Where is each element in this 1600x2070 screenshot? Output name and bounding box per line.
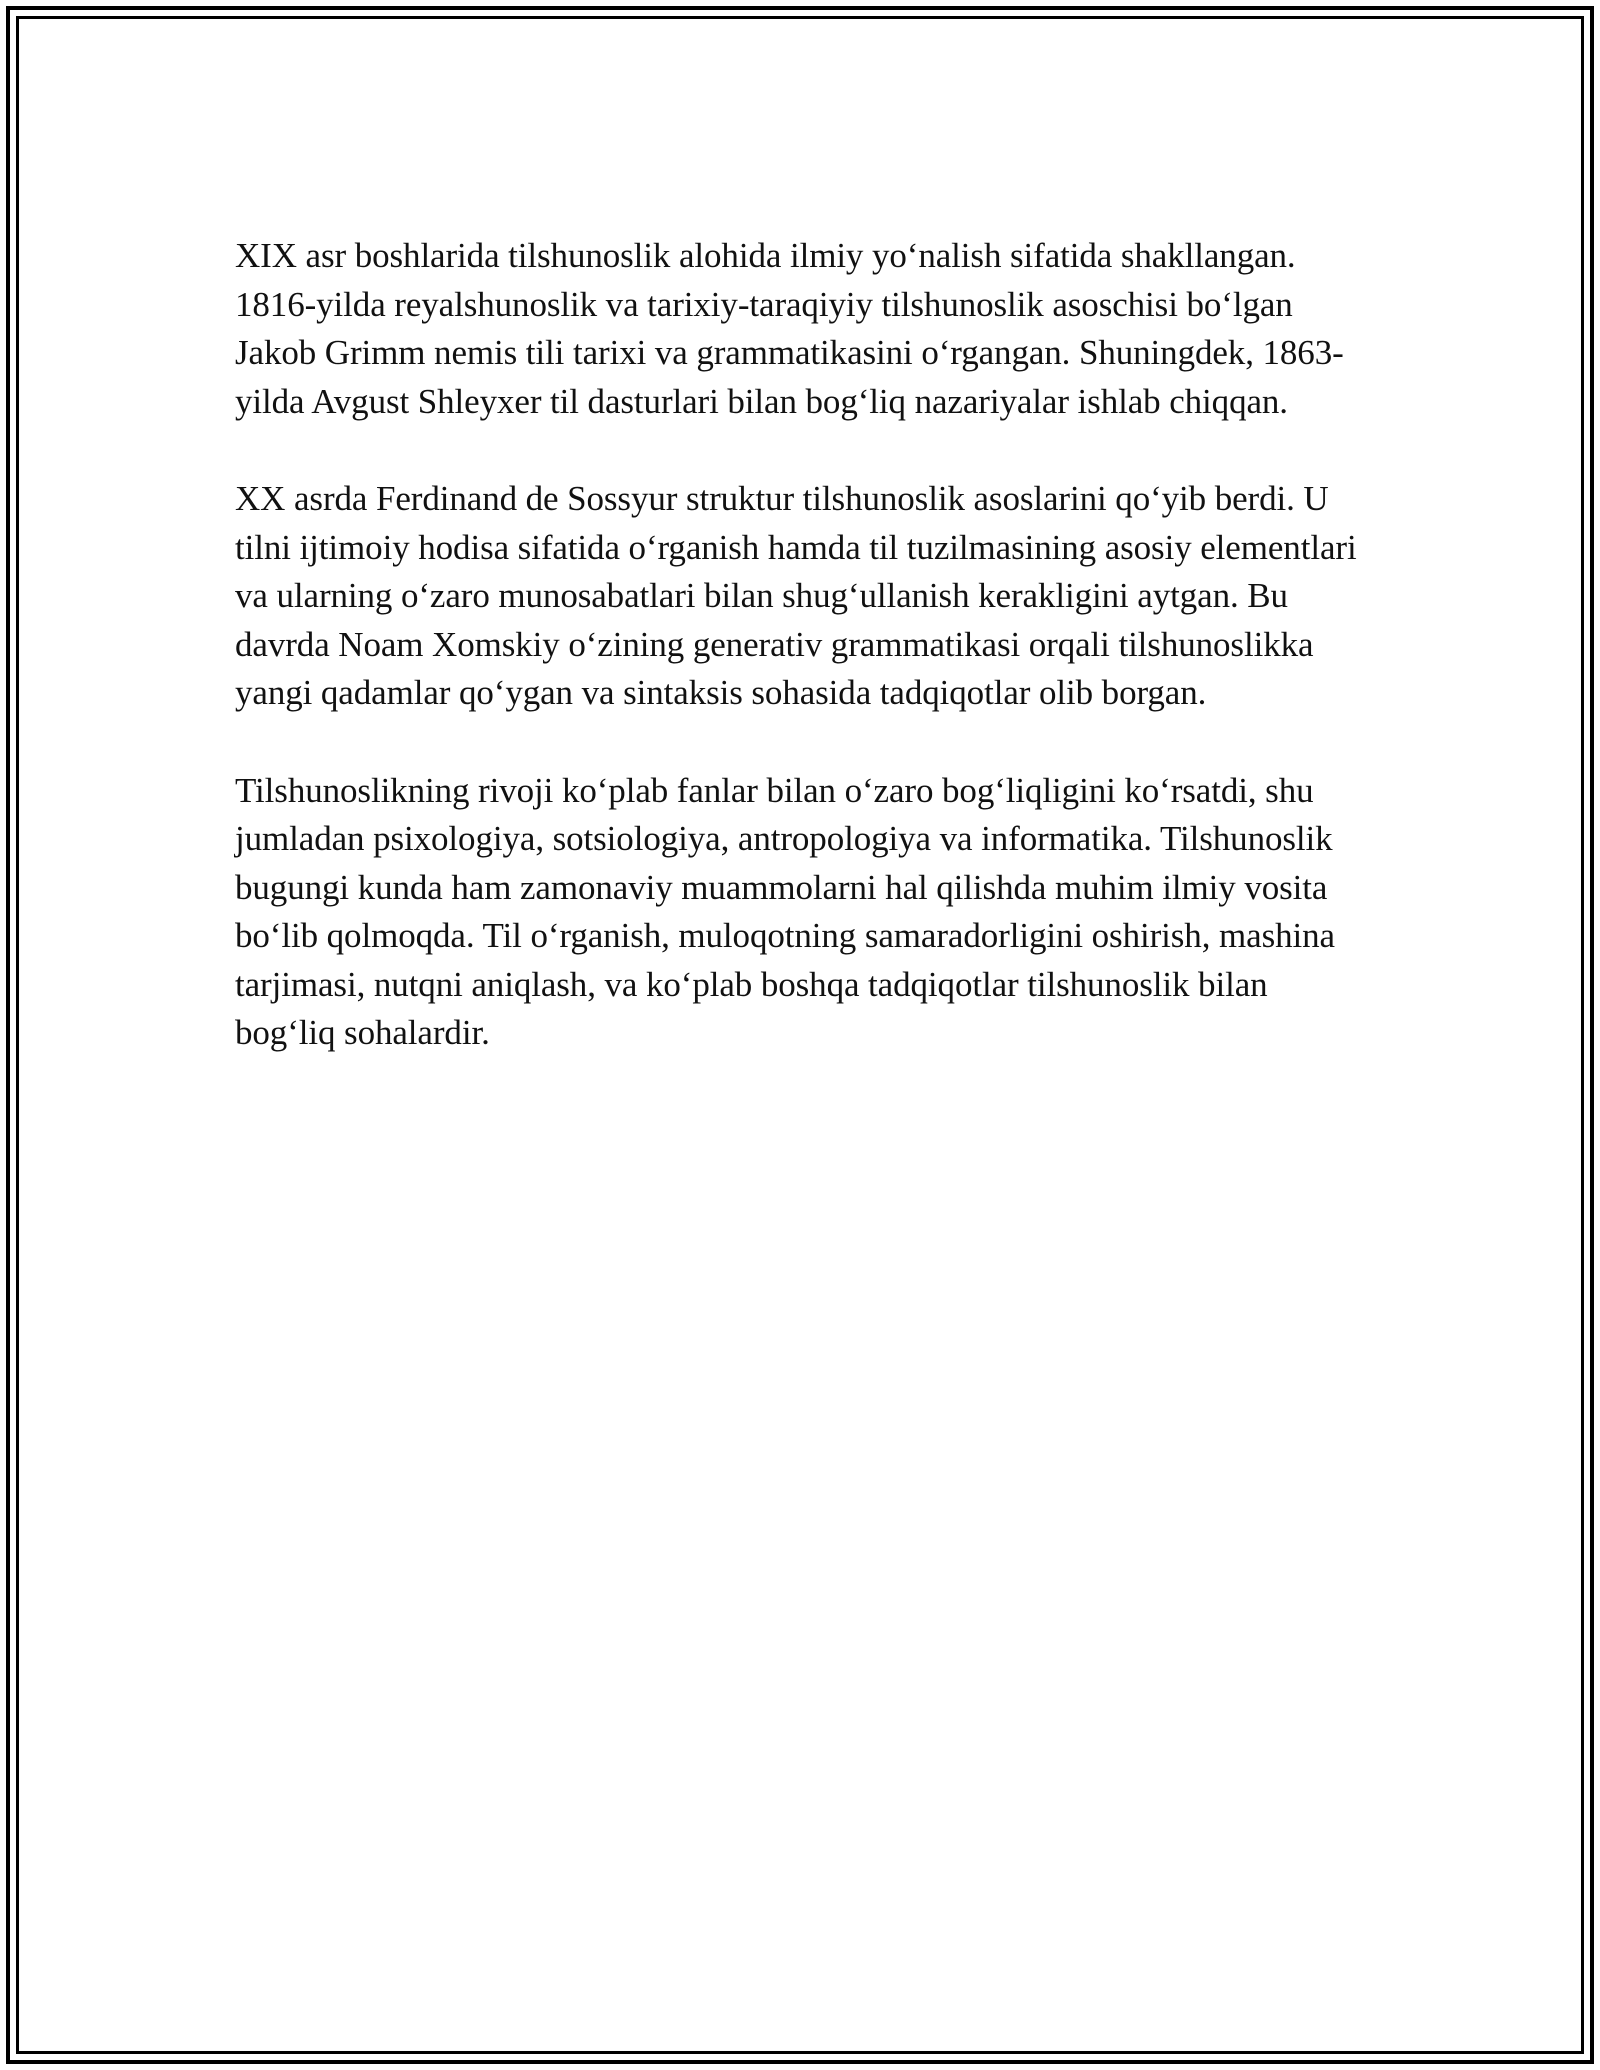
paragraph-1: XIX asr boshlarida tilshunoslik alohida ilmiy yo‘nalish sifatida shakllangan. 1816-yilda reyalshunoslik va tarixiy-taraqiyiy tilshunoslik asoschisi bo‘lgan Jakob Grimm nemis tili tarixi va grammatikasini o‘rgangan. Shuningdek, 1863-yilda Avgust Shleyxer til dasturlari bilan bog‘liq nazariyalar ishlab chiqqan. bbox=[235, 236, 1344, 421]
paragraph-3: Tilshunoslikning rivoji ko‘plab fanlar bilan o‘zaro bog‘liqligini ko‘rsatdi, shu jumladan psixologiya, sotsiologiya, antropologiya va informatika. Tilshunoslik bugungi kunda ham zamonaviy muammolarni hal qilishda muhim ilmiy vosita bo‘lib qolmoqda. Til o‘rganish, muloqotning samaradorligini oshirish, mashina tarjimasi, nutqni aniqlash, va ko‘plab boshqa tadqiqotlar tilshunoslik bilan bog‘liq sohalardir. bbox=[235, 770, 1335, 1052]
document-body bbox=[235, 232, 1370, 1107]
paragraph-2: XX asrda Ferdinand de Sossyur struktur tilshunoslik asoslarini qo‘yib berdi. U tilni ijtimoiy hodisa sifatida o‘rganish hamda til tuzilmasining asosiy elementlari va ularning o‘zaro munosabatlari bilan shug‘ullanish kerakligini aytgan. Bu davrda Noam Xomskiy o‘zining generativ grammatikasi orqali tilshunoslikka yangi qadamlar qo‘ygan va sintaksis sohasida tadqiqotlar olib borgan. bbox=[235, 479, 1357, 712]
